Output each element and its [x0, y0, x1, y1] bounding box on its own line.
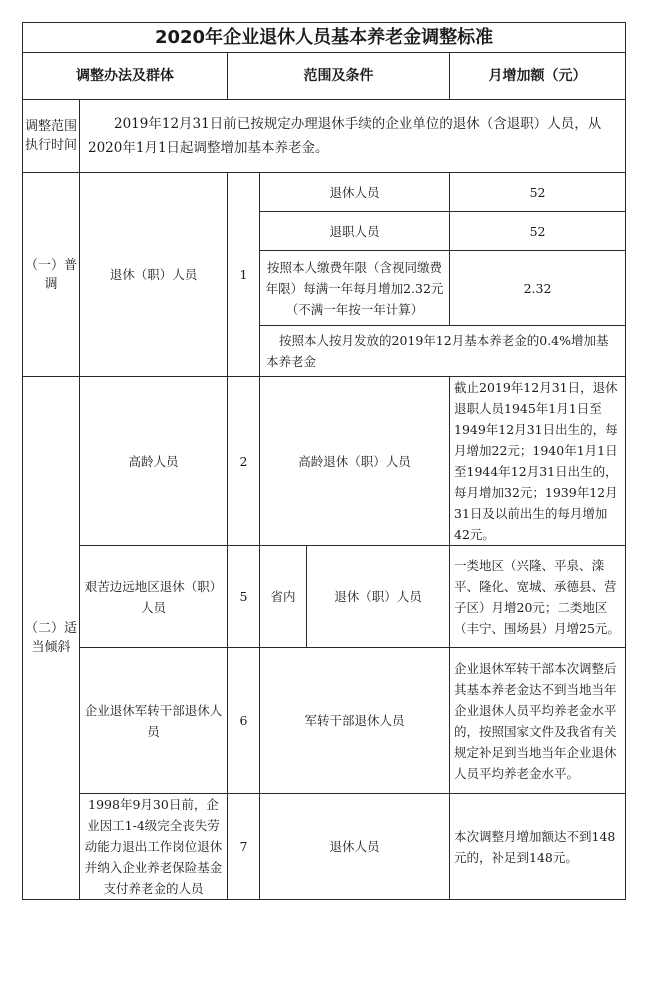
- scope-text: 2019年12月31日前已按规定办理退休手续的企业单位的退休（含退职）人员，从2020年1月1日起调整增加基本养老金。: [80, 100, 626, 173]
- tilt-amount-injury: 本次调整月增加额达不到148元的，补足到148元。: [450, 794, 626, 900]
- tilt-label: （二）适当倾斜: [23, 377, 80, 900]
- pension-adjustment-table: [22, 22, 626, 900]
- header-scope: 范围及条件: [228, 53, 450, 100]
- tilt-number-military: 6: [228, 648, 260, 794]
- tilt-region-remote: 省内: [260, 546, 307, 648]
- table-title: 2020年企业退休人员基本养老金调整标准: [23, 23, 626, 53]
- tilt-group-remote: 艰苦边远地区退休（职）人员: [80, 546, 228, 648]
- header-method: 调整办法及群体: [23, 53, 228, 100]
- general-amount-years: 2.32: [450, 251, 626, 326]
- tilt-condition-remote: 退休（职）人员: [307, 546, 450, 648]
- tilt-condition-elderly: 高龄退休（职）人员: [260, 377, 450, 546]
- scope-label: 调整范围执行时间: [23, 100, 80, 173]
- general-group: 退休（职）人员: [80, 173, 228, 377]
- tilt-group-elderly: 高龄人员: [80, 377, 228, 546]
- header-amount: 月增加额（元）: [450, 53, 626, 100]
- tilt-condition-military: 军转干部退休人员: [260, 648, 450, 794]
- general-condition-retired: 退休人员: [260, 173, 450, 212]
- tilt-amount-elderly: 截止2019年12月31日，退休退职人员1945年1月1日至1949年12月31日出生的，每月增加22元；1940年1月1日至1944年12月31日出生的，每月增加32元；1939年12月31日及以前出生的每月增加42元。: [450, 377, 626, 546]
- general-amount-retired: 52: [450, 173, 626, 212]
- general-number: 1: [228, 173, 260, 377]
- tilt-amount-military: 企业退休军转干部本次调整后其基本养老金达不到当地当年企业退休人员平均养老金水平的，按照国家文件及我省有关规定补足到当地当年企业退休人员平均养老金水平。: [450, 648, 626, 794]
- general-amount-resigned: 52: [450, 212, 626, 251]
- tilt-number-injury: 7: [228, 794, 260, 900]
- tilt-number-remote: 5: [228, 546, 260, 648]
- general-label: （一）普调: [23, 173, 80, 377]
- general-percent-note: 按照本人按月发放的2019年12月基本养老金的0.4%增加基本养老金: [260, 326, 626, 377]
- tilt-amount-remote: 一类地区（兴隆、平泉、滦平、隆化、宽城、承德县、营子区）月增20元；二类地区（丰宁、围场县）月增25元。: [450, 546, 626, 648]
- tilt-group-military: 企业退休军转干部退休人员: [80, 648, 228, 794]
- tilt-group-injury: 1998年9月30日前，企业因工1-4级完全丧失劳动能力退出工作岗位退休并纳入企业养老保险基金支付养老金的人员: [80, 794, 228, 900]
- general-condition-resigned: 退职人员: [260, 212, 450, 251]
- tilt-condition-injury: 退休人员: [260, 794, 450, 900]
- general-condition-years: 按照本人缴费年限（含视同缴费年限）每满一年每月增加2.32元（不满一年按一年计算）: [260, 251, 450, 326]
- tilt-number-elderly: 2: [228, 377, 260, 546]
